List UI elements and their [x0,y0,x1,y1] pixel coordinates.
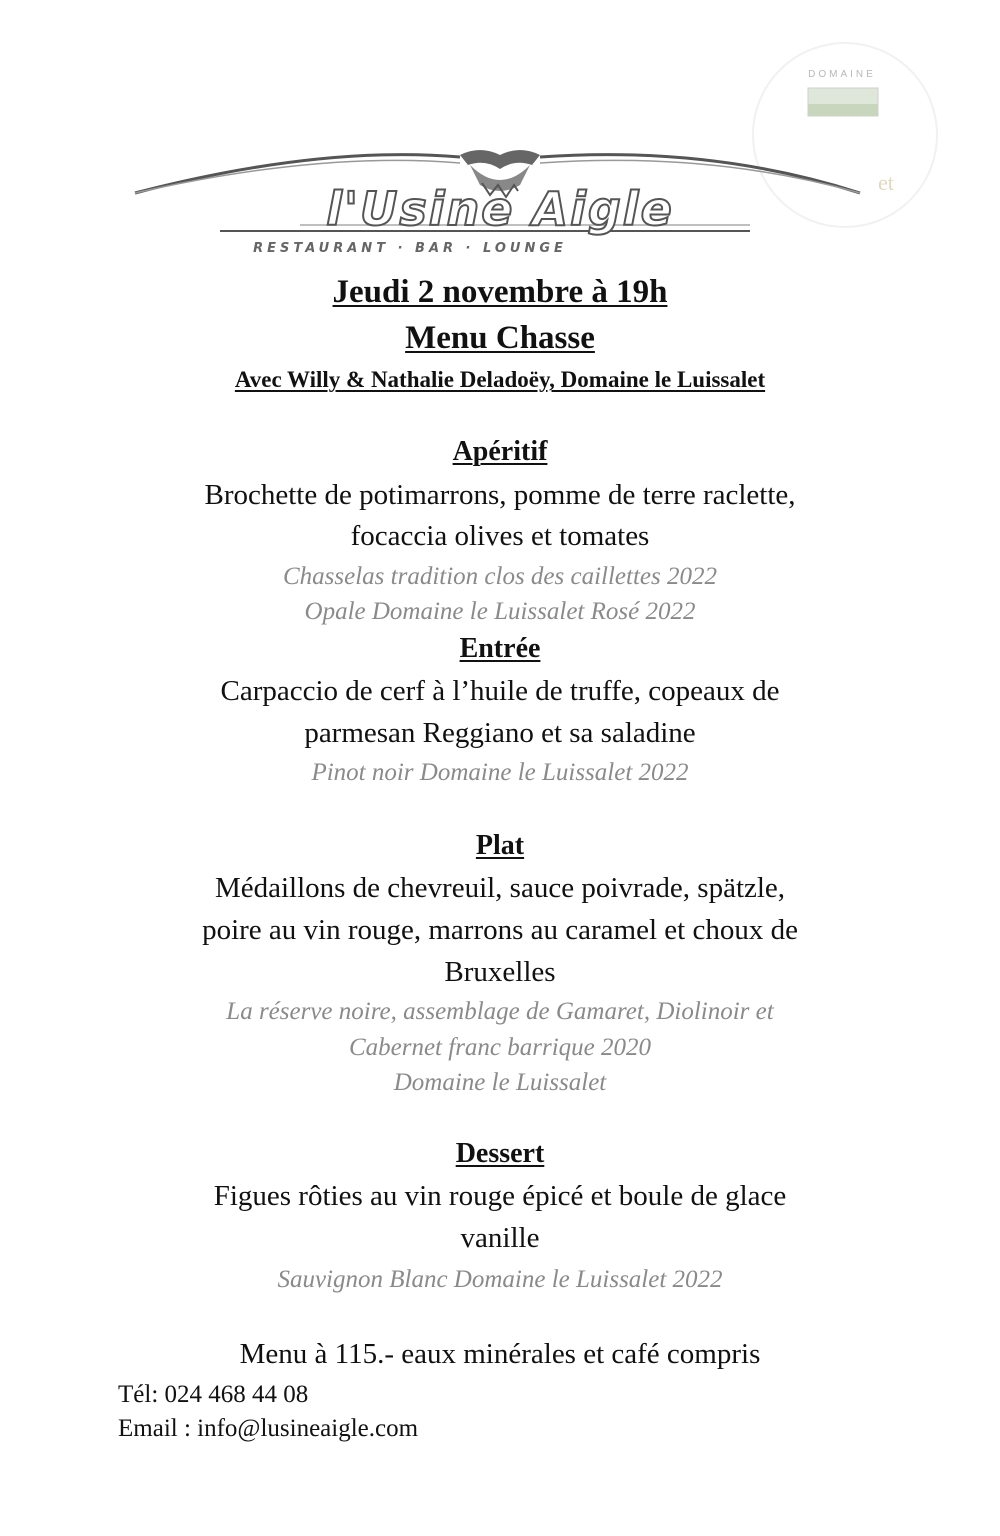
dessert-dish-line-1: Figues rôties au vin rouge épicé et boule de glace [213,1180,787,1212]
contact-phone: Tél: 024 468 44 08 [118,1381,309,1408]
watermark-label: DOMAINE [808,69,876,80]
contact-email: Email : info@lusineaigle.com [118,1415,419,1442]
aperitif-dish-line-1: Brochette de potimarrons, pomme de terre raclette, [204,479,796,511]
aperitif-wine-2: Opale Domaine le Luissalet Rosé 2022 [304,598,696,625]
plat-wine-2: Cabernet franc barrique 2020 [348,1034,652,1061]
dessert-dish-line-2: vanille [460,1222,540,1254]
aperitif-dish-line-2: focaccia olives et tomates [350,520,650,552]
menu-price: Menu à 115.- eaux minérales et café compris [239,1338,761,1370]
plat-dish-line-1: Médaillons de chevreuil, sauce poivrade, spätzle, [214,872,786,904]
menu-title: Menu Chasse [405,320,595,356]
plat-dish-line-2: poire au vin rouge, marrons au caramel et choux de [202,914,798,946]
entree-dish-line-2: parmesan Reggiano et sa saladine [304,717,696,749]
dessert-heading: Dessert [455,1138,545,1169]
plat-wine-1: La réserve noire, assemblage de Gamaret, Diolinoir et [226,998,774,1025]
aperitif-heading: Apéritif [452,436,548,467]
entree-dish-line-1: Carpaccio de cerf à l’huile de truffe, copeaux de [220,675,780,707]
aperitif-wine-1: Chasselas tradition clos des caillettes 2022 [282,563,717,590]
restaurant-logo [120,125,880,275]
entree-heading: Entrée [459,633,541,664]
event-date: Jeudi 2 novembre à 19h [332,274,668,310]
entree-wine-1: Pinot noir Domaine le Luissalet 2022 [311,759,689,786]
logo-tagline: RESTAURANT · BAR · LOUNGE [253,241,567,256]
watermark-fragment: et [878,170,894,195]
hosts-line: Avec Willy & Nathalie Deladoëy, Domaine le Luissalet [234,367,766,392]
plat-heading: Plat [475,830,525,861]
plat-dish-line-3: Bruxelles [444,956,556,988]
dessert-wine-1: Sauvignon Blanc Domaine le Luissalet 2022 [277,1266,723,1293]
plat-wine-3: Domaine le Luissalet [393,1069,607,1096]
logo-name: l'Usine Aigle [326,182,674,236]
